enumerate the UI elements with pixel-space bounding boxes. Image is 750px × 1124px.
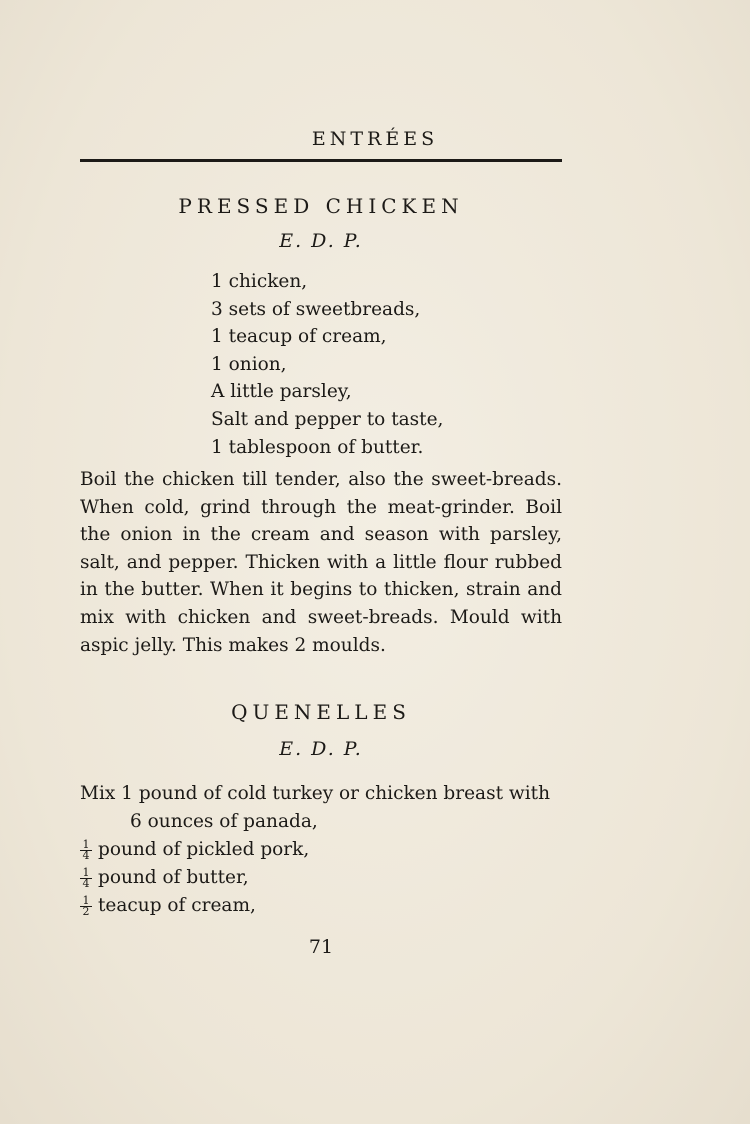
ingredient-item: 1 teacup of cream,: [211, 326, 387, 348]
quenelles-ingredient: $\frac{1}{4}$ pound of butter,: [80, 864, 249, 892]
fraction: $\frac{1}{4}$: [80, 868, 92, 889]
quenelles-ingredient: 6 ounces of panada,: [130, 811, 318, 832]
ingredient-item: 1 chicken,: [211, 271, 308, 292]
quenelles-intro: Mix 1 pound of cold turkey or chicken breast with: [80, 783, 550, 804]
recipe-title-quenelles: QUENELLES: [231, 700, 411, 724]
ingredient-item: 1 tablespoon of butter.: [211, 436, 424, 458]
recipe-attribution: E. D. P.: [279, 230, 363, 252]
fraction: $\frac{1}{2}$: [80, 896, 92, 917]
recipe-instructions: Boil the chicken till tender, also the sweet-breads. When cold, grind through the meat-grinder. Boil the onion in the cream and season with parsley, salt, and pepper. Thicken with a little flour rubbed in the butter. When it begins to thicken, strain and mix with chicken and sweet-breads. Mould with aspic jelly. This makes 2 moulds.: [80, 469, 562, 656]
running-head: ENTRÉES: [311, 128, 439, 150]
ingredient-item: 1 onion,: [211, 353, 287, 375]
ingredient-item: Salt and pepper to taste,: [211, 408, 444, 430]
ingredient-list: [211, 268, 443, 461]
fraction: $\frac{1}{4}$: [80, 840, 92, 861]
page-number: 71: [308, 936, 334, 958]
ingredient-item: A little parsley,: [211, 381, 352, 403]
quenelles-ingredient: $\frac{1}{2}$ teacup of cream,: [80, 892, 256, 920]
recipe-attribution: E. D. P.: [279, 738, 363, 760]
ingredient-item: 3 sets of sweetbreads,: [211, 298, 421, 320]
quenelles-ingredient: $\frac{1}{4}$ pound of pickled pork,: [80, 836, 309, 864]
recipe-title-pressed-chicken: PRESSED CHICKEN: [178, 194, 464, 218]
header-rule: [80, 159, 562, 162]
